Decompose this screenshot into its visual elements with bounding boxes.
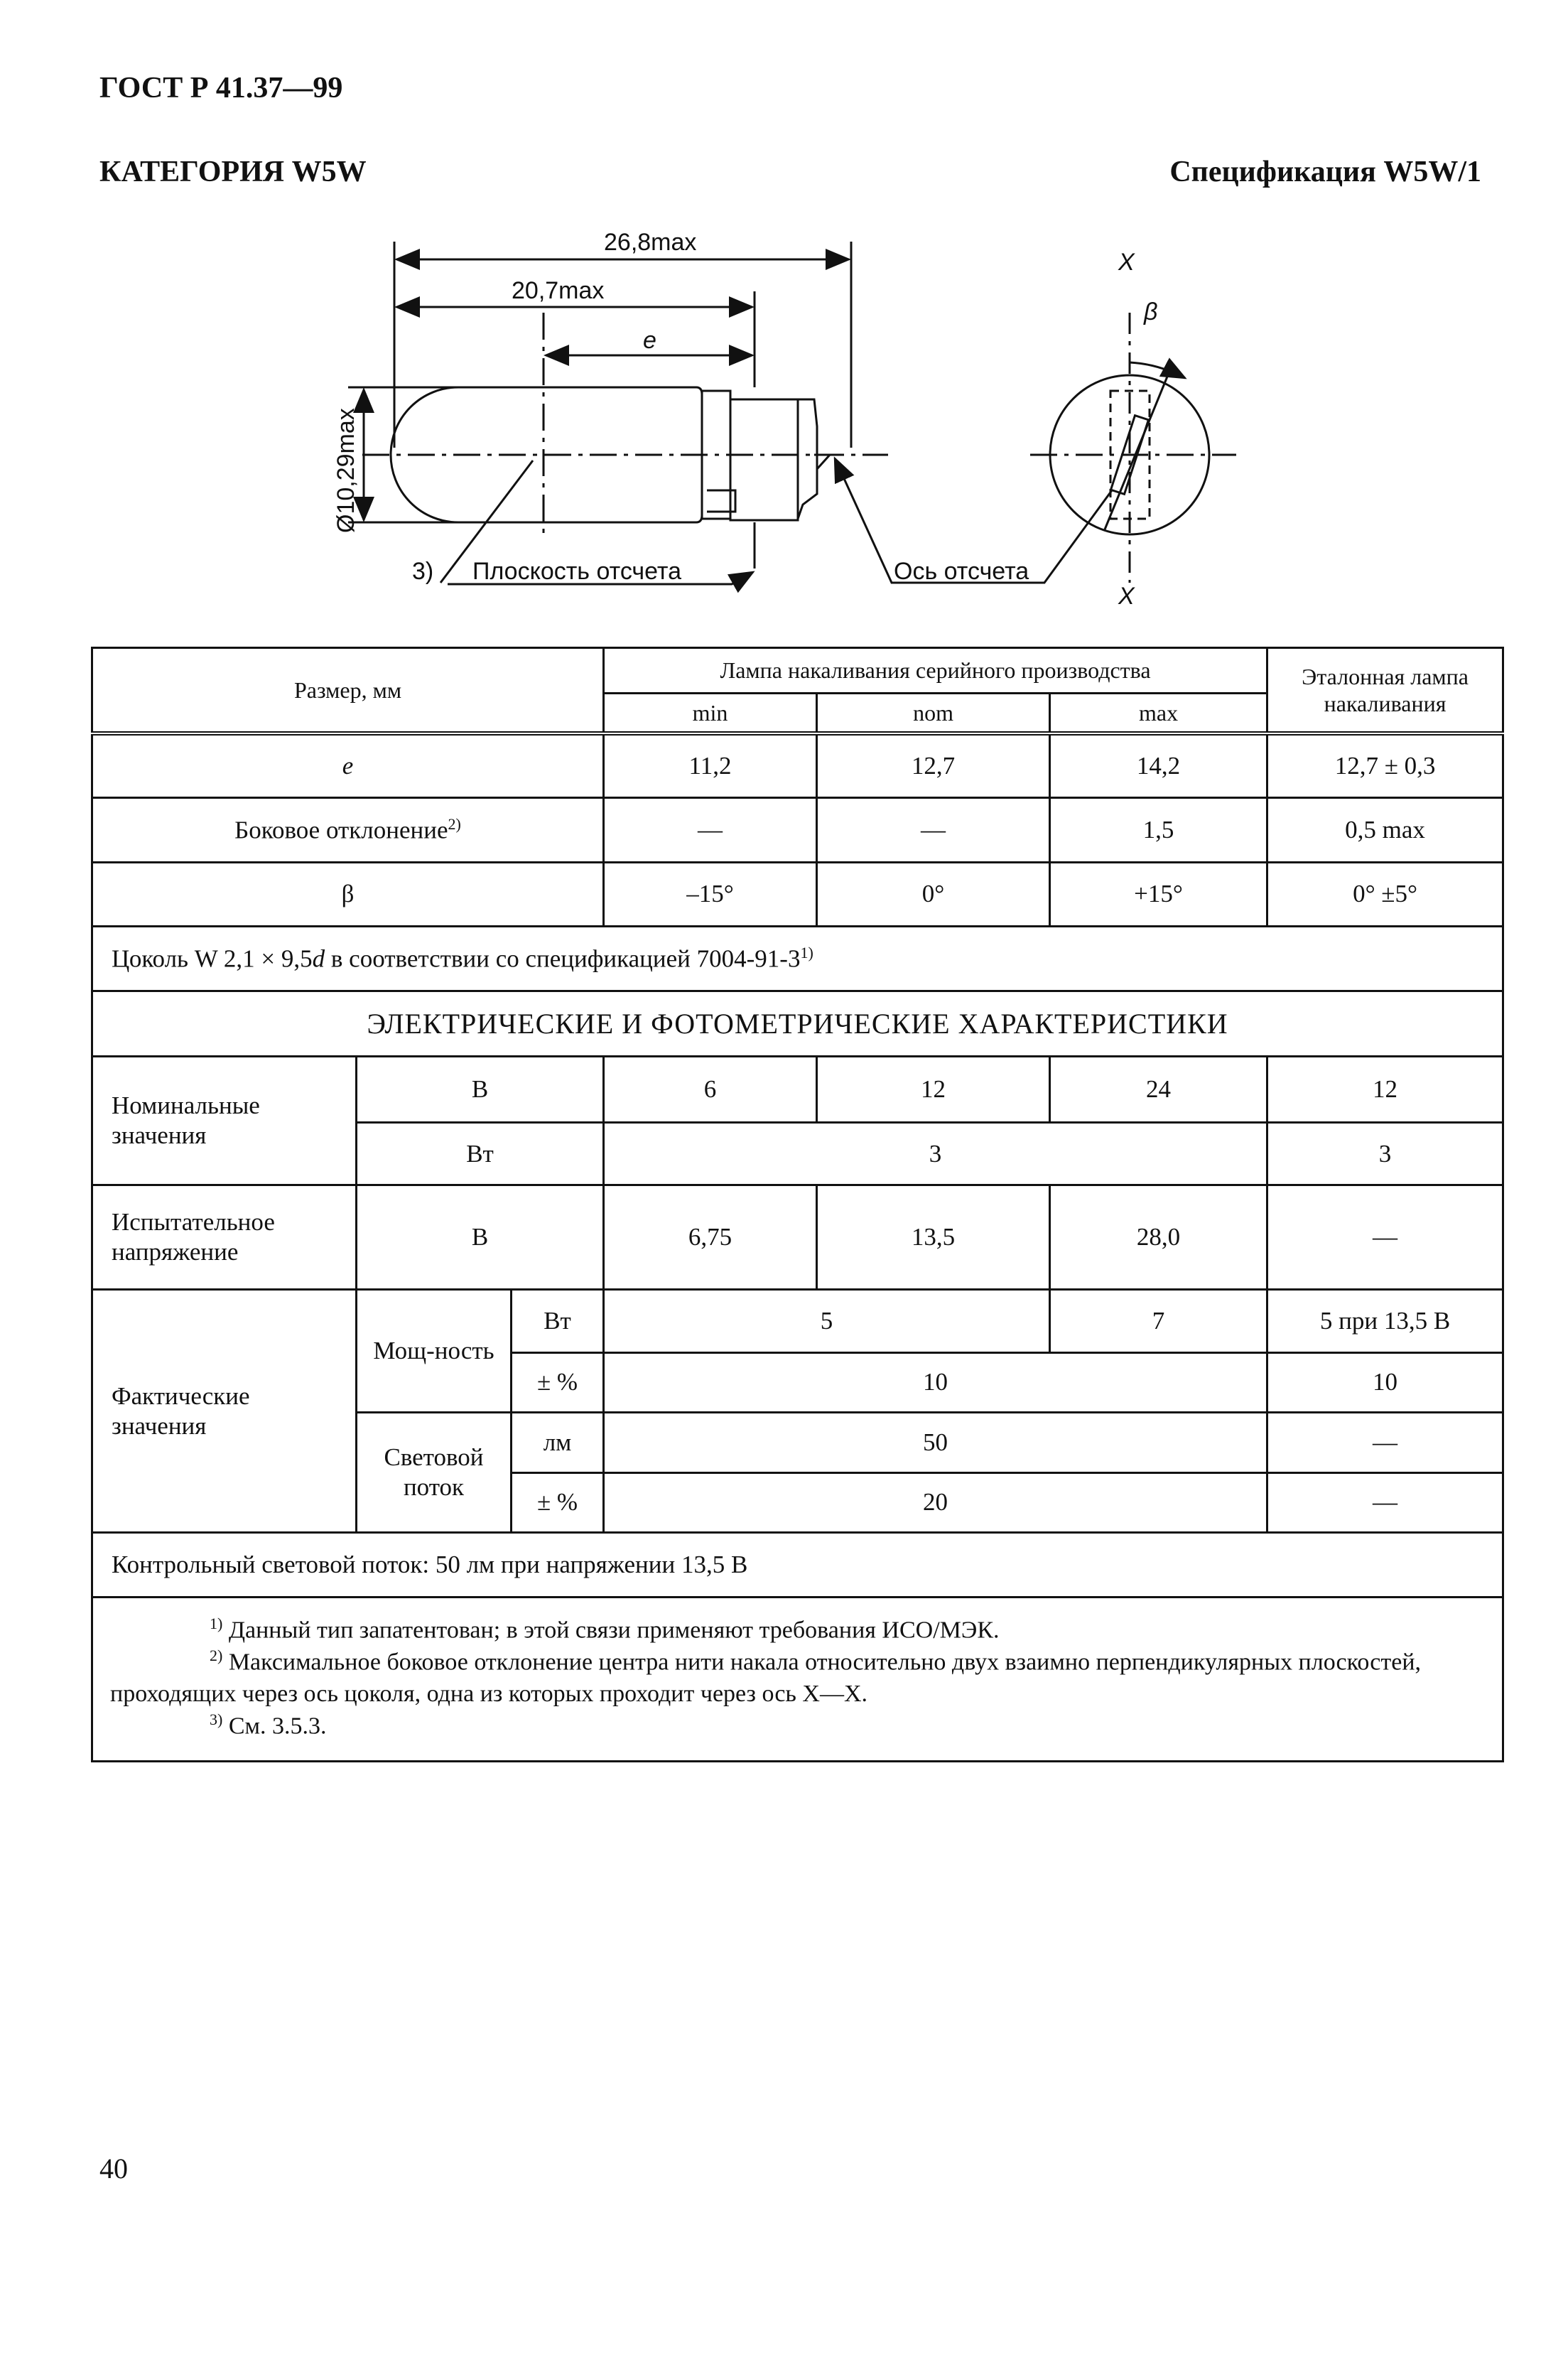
footnote-mark: 2) <box>210 1647 223 1665</box>
header-reference-lamp: Эталонная лампа накаливания <box>1267 648 1503 734</box>
actual-values-label: Фактические значения <box>92 1290 357 1533</box>
footnote-text: Данный тип запатентован; в этой связи применяют требования ИСО/МЭК. <box>228 1616 1000 1643</box>
nominal-v-24: 24 <box>1050 1057 1267 1123</box>
power-unit: Вт <box>512 1290 604 1353</box>
power-tolerance-unit: ± % <box>512 1352 604 1412</box>
nominal-w-reference: 3 <box>1267 1122 1503 1185</box>
cap-text-a: Цоколь W 2,1 × 9,5 <box>112 944 313 973</box>
flux-value: 50 <box>604 1413 1267 1472</box>
header-dimension: Размер, мм <box>92 648 604 734</box>
row-label-text: Боковое отклонение <box>234 816 448 844</box>
footnote-2 <box>110 1646 1485 1710</box>
power-tolerance-reference: 10 <box>1267 1352 1503 1412</box>
nominal-v-12: 12 <box>817 1057 1050 1123</box>
cell-min: 11,2 <box>604 733 817 798</box>
dim-e-label: e <box>643 327 656 354</box>
row-label: β <box>92 862 604 927</box>
control-flux: Контрольный световой поток: 50 лм при напряжении 13,5 В <box>92 1533 1503 1598</box>
power-reference: 5 при 13,5 В <box>1267 1290 1503 1353</box>
nominal-unit-w: Вт <box>357 1122 604 1185</box>
cap-specification <box>92 927 1503 991</box>
row-label <box>92 798 604 863</box>
footnote-3 <box>110 1710 1485 1742</box>
nominal-v-reference: 12 <box>1267 1057 1503 1123</box>
flux-reference: — <box>1267 1413 1503 1472</box>
nominal-label: Номинальные значения <box>92 1057 357 1185</box>
cap-text-d: d <box>312 944 325 973</box>
test-voltage-12: 13,5 <box>817 1185 1050 1290</box>
nominal-unit-v: В <box>357 1057 604 1123</box>
footnote-mark: 3) <box>210 1710 223 1728</box>
header-serial-lamp: Лампа накаливания серийного производства <box>604 648 1267 694</box>
dim-overall-label: 26,8max <box>604 229 697 256</box>
lamp-base-tip <box>798 399 817 519</box>
power-tolerance: 10 <box>604 1352 1267 1412</box>
footnote-text: Максимальное боковое отклонение центра нити накала относительно двух взаимно перпендикулярных плоскостей, проходящих через ось цоколя, одна из которых проходит через ось X—X. <box>110 1649 1422 1707</box>
footnote-1 <box>110 1614 1485 1647</box>
header-max: max <box>1050 694 1267 733</box>
cell-nom: — <box>817 798 1050 863</box>
footnote-mark: 1) <box>210 1614 223 1632</box>
test-voltage-label: Испытательное напряжение <box>92 1185 357 1290</box>
flux-unit: лм <box>512 1413 604 1472</box>
cell-nom: 0° <box>817 862 1050 927</box>
table-row <box>92 798 1503 863</box>
nominal-w: 3 <box>604 1122 1267 1185</box>
lamp-category: КАТЕГОРИЯ W5W <box>99 156 367 188</box>
header-nom: nom <box>817 694 1050 733</box>
lamp-technical-drawing <box>313 213 1265 611</box>
axis-x-top-label: X <box>1118 249 1135 276</box>
specification-table <box>91 647 1504 1762</box>
footnote-text: См. 3.5.3. <box>228 1713 327 1740</box>
footnotes <box>92 1597 1503 1761</box>
flux-tolerance-reference: — <box>1267 1472 1503 1532</box>
reference-plane-label: Плоскость отсчета <box>472 558 682 585</box>
axis-x-bottom-label: X <box>1118 583 1135 610</box>
flux-tolerance: 20 <box>604 1472 1267 1532</box>
footnote-mark: 1) <box>800 943 813 961</box>
table-row <box>92 733 1503 798</box>
note-ref-marker: 3) <box>412 558 434 585</box>
test-voltage-6: 6,75 <box>604 1185 817 1290</box>
section-title: ЭЛЕКТРИЧЕСКИЕ И ФОТОМЕТРИЧЕСКИЕ ХАРАКТЕРИСТИКИ <box>92 991 1503 1057</box>
cell-reference: 0° ±5° <box>1267 862 1503 927</box>
nominal-v-6: 6 <box>604 1057 817 1123</box>
dim-diameter-label: Ø10,29max <box>332 408 359 533</box>
beta-angle-line <box>1105 373 1169 529</box>
cell-min: — <box>604 798 817 863</box>
test-voltage-unit: В <box>357 1185 604 1290</box>
document-standard-title: ГОСТ Р 41.37—99 <box>99 72 343 104</box>
cell-max: 14,2 <box>1050 733 1267 798</box>
row-label: e <box>92 733 604 798</box>
reference-axis-label: Ось отсчета <box>894 558 1029 585</box>
lamp-base-sleeve <box>730 399 798 520</box>
power-24: 7 <box>1050 1290 1267 1353</box>
flux-label: Световой поток <box>357 1413 512 1533</box>
cell-max: +15° <box>1050 862 1267 927</box>
power-6-12: 5 <box>604 1290 1050 1353</box>
test-voltage-reference: — <box>1267 1185 1503 1290</box>
cell-min: –15° <box>604 862 817 927</box>
table-row <box>92 862 1503 927</box>
specification-sheet: Спецификация W5W/1 <box>1169 156 1481 188</box>
test-voltage-24: 28,0 <box>1050 1185 1267 1290</box>
dim-bulb-label: 20,7max <box>512 277 605 304</box>
header-min: min <box>604 694 817 733</box>
beta-angle-label: β <box>1144 298 1158 325</box>
page-number: 40 <box>99 2153 128 2184</box>
cell-max: 1,5 <box>1050 798 1267 863</box>
cell-reference: 0,5 max <box>1267 798 1503 863</box>
footnote-mark: 2) <box>448 814 461 833</box>
cell-reference: 12,7 ± 0,3 <box>1267 733 1503 798</box>
power-label: Мощ-ность <box>357 1290 512 1413</box>
cap-text-b: в соответствии со спецификацией 7004-91-3 <box>325 944 801 973</box>
flux-tolerance-unit: ± % <box>512 1472 604 1532</box>
cell-nom: 12,7 <box>817 733 1050 798</box>
